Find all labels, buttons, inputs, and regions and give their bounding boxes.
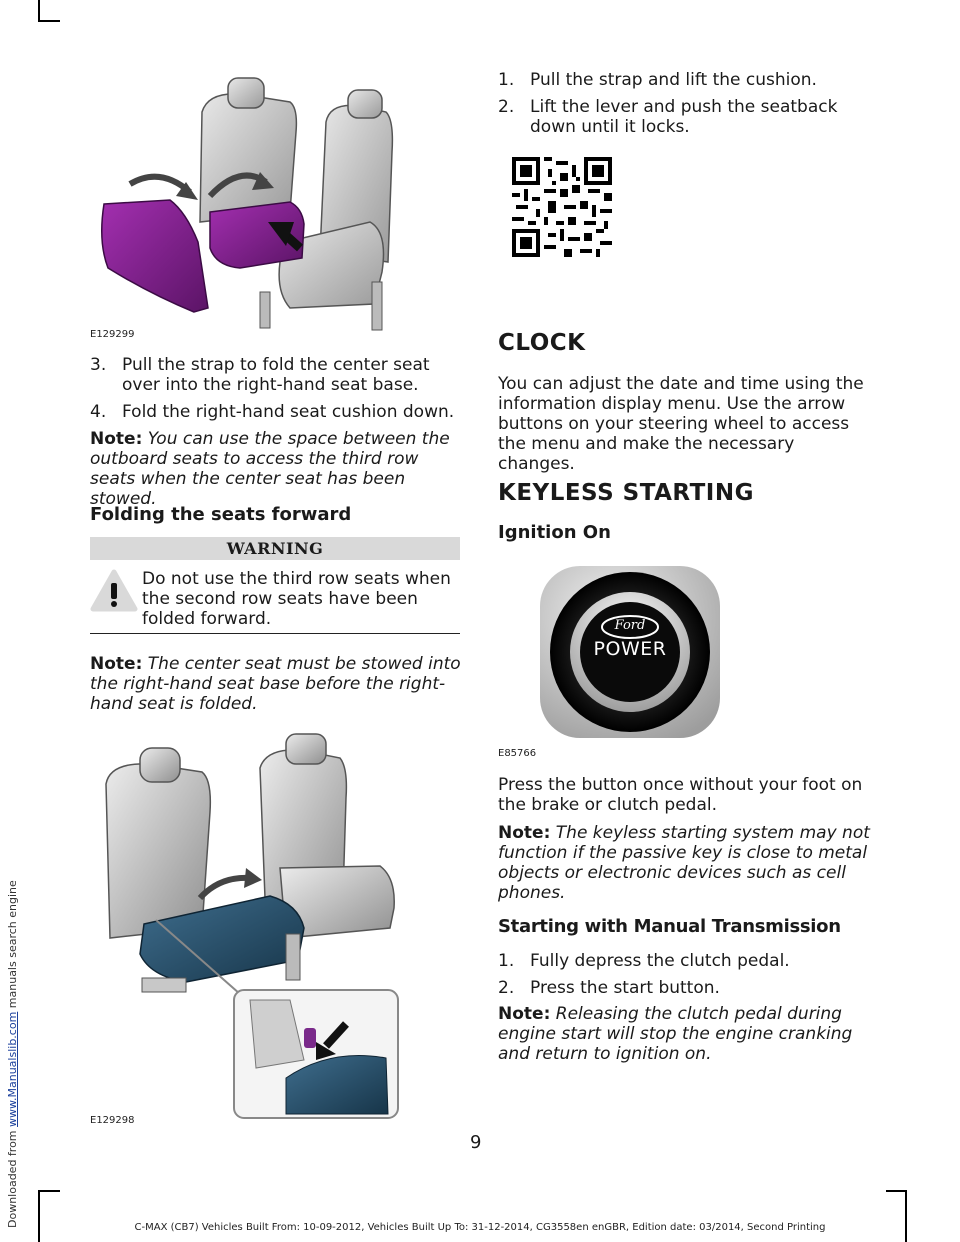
step-number: 1. (498, 70, 515, 90)
clock-heading: CLOCK (498, 330, 586, 356)
power-button-text: POWER (593, 638, 667, 660)
step-number: 3. (90, 355, 107, 375)
keyless-starting-heading: KEYLESS STARTING (498, 480, 754, 506)
power-button-illustration (498, 560, 758, 760)
note-text: You can use the space between the outboard seats to access the third row seats when the center seat has been stowed. (90, 429, 450, 509)
manual-steps-list (498, 951, 870, 1005)
manualslib-link[interactable]: www.Manualslib.com (6, 1011, 19, 1127)
warning-divider (90, 633, 460, 634)
step-text: Pull the strap to fold the center seat over into the right-hand seat base. (122, 355, 430, 395)
footer-vehicle-info: C-MAX (CB7) Vehicles Built From: 10-09-2012, Vehicles Built Up To: 31-12-2014, CG3558en enGBR, Edition date: 03/2014, Second Printing (134, 1222, 826, 1233)
note-center-seat-space (90, 429, 462, 509)
seat-forward-image (90, 728, 460, 1128)
seat-forward-illustration (90, 728, 460, 1128)
note-label: Note: (90, 429, 143, 449)
list-item (498, 97, 870, 137)
note-text: Releasing the clutch pedal during engine start will stop the engine cranking and return to ignition on. (498, 1004, 853, 1064)
downloaded-from-label: Downloaded from (6, 1130, 19, 1228)
crop-mark (38, 0, 40, 22)
qr-code[interactable] (512, 157, 612, 257)
left-steps-list (90, 355, 462, 429)
step-text: Fully depress the clutch pedal. (530, 951, 790, 971)
warning-title: WARNING (90, 537, 460, 560)
side-download-text (6, 8, 22, 1228)
list-item (90, 402, 462, 422)
list-item (498, 951, 870, 971)
seat-fold-image (90, 72, 460, 342)
crop-mark (38, 1190, 60, 1192)
warning-text: Do not use the third row seats when the second row seats have been folded forward. (142, 569, 451, 629)
step-text: Pull the strap and lift the cushion. (530, 70, 817, 90)
right-steps-top (498, 70, 870, 144)
crop-mark (38, 20, 60, 22)
list-item (498, 70, 870, 90)
clock-text: You can adjust the date and time using the information display menu. Use the arrow buttons on your steering wheel to access the menu and make the necessary changes. (498, 374, 864, 474)
step-text: Lift the lever and push the seatback down until it locks. (530, 97, 838, 137)
note-label: Note: (498, 1004, 551, 1024)
manual-transmission-heading: Starting with Manual Transmission (498, 916, 841, 937)
step-text: Fold the right-hand seat cushion down. (122, 402, 455, 422)
step-text: Press the start button. (530, 978, 720, 998)
seat-fold-illustration (90, 72, 460, 342)
figure-id-label: E129298 (90, 1115, 135, 1126)
figure-id-label: E85766 (498, 748, 537, 759)
manuals-search-suffix: manuals search engine (6, 880, 19, 1009)
note-label: Note: (498, 823, 551, 843)
step-number: 2. (498, 978, 515, 998)
warning-triangle-icon (90, 568, 138, 614)
page-number: 9 (470, 1132, 482, 1153)
list-item (90, 355, 462, 395)
note-keyless-system (498, 823, 870, 903)
crop-mark (38, 1190, 40, 1242)
ford-logo-text: Ford (614, 618, 646, 633)
note-text: The keyless starting system may not function if the passive key is close to metal objects or electronic devices such as cell phones. (498, 823, 870, 903)
crop-mark (886, 1190, 906, 1192)
crop-mark (905, 1190, 907, 1242)
step-number: 2. (498, 97, 515, 117)
step-number: 4. (90, 402, 107, 422)
list-item (498, 978, 870, 998)
ignition-on-heading: Ignition On (498, 522, 611, 543)
folding-seats-heading: Folding the seats forward (90, 504, 352, 525)
figure-id-label: E129299 (90, 329, 135, 340)
note-clutch-release (498, 1004, 870, 1064)
press-button-text: Press the button once without your foot on the brake or clutch pedal. (498, 775, 863, 815)
note-center-seat-stowed (90, 654, 462, 714)
note-label: Note: (90, 654, 143, 674)
note-text: The center seat must be stowed into the right-hand seat base before the right-hand seat is folded. (90, 654, 461, 714)
step-number: 1. (498, 951, 515, 971)
